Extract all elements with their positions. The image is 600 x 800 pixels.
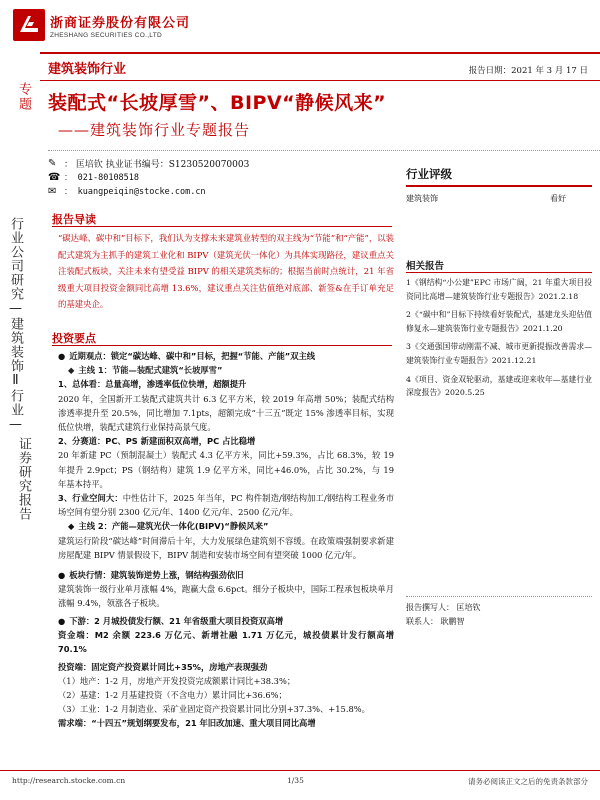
s1-text: 2020 年，全国新开工装配式建筑共计 6.3 亿平方米，较 2019 年高增 50%；装配式结构渗透率提升至 20.5%，同比增加 7.1pts，超额完成“十三五”既定 15% 渗透率目标，实现低位快增，装配式建筑行业保持高景气度。 bbox=[58, 393, 394, 433]
company-name-en: ZHESHANG SECURITIES CO.,LTD bbox=[50, 31, 162, 39]
contact-line: 联系人： 耿鹏智 bbox=[406, 617, 465, 626]
footer-url[interactable]: http://research.stocke.com.cn bbox=[12, 776, 126, 785]
s2-title: 2、分赛道：PC、PS 新建面积双高增，PC 占比稳增 bbox=[58, 436, 256, 447]
related-heading: 相关报告 bbox=[406, 261, 445, 272]
point-2-text: 建筑装饰一级行业单月涨幅 4%，跑赢大盘 6.6pct。细分子板块中，国际工程承包板块单月涨幅 9.4%，领涨各子板块。 bbox=[58, 584, 394, 609]
main-line-2-text: 建筑运行阶段“碳达峰”时间滞后十年，大力发展绿色建筑刻不容缓。在政策端强制要求新建房屋配建 BIPV 情景假设下，BIPV 制造和安装市场空间有望突破 1000 亿元/年。 bbox=[58, 535, 394, 560]
guide-text: “碳达峰、碳中和”目标下，我们认为支撑未来建筑业转型的双主线为“节能”和“产能”，以装配式建筑为主抓手的建筑工业化和 BIPV（建筑光伏一体化）为具体实现路径，建议重点关注装配式板块，关注未来有望受益 BIPV 的相关建筑类标的；根据当前时点统计，21 年省级重大项目投资金额同比高增 13.6%，建议重点关注估值绝对底部、新签&在手订单充足的基建央企。 bbox=[58, 233, 394, 309]
header-rule bbox=[40, 52, 600, 54]
point-3-investment: 投资端：固定资产投资累计同比+35%，房地产表现强劲 bbox=[58, 661, 268, 672]
point-2 bbox=[58, 568, 394, 611]
phone-icon: ☎ bbox=[48, 171, 61, 183]
guide-rule bbox=[52, 226, 392, 227]
related-item[interactable]: 1《钢结构“小公建”EPC 市场广阔，21 年重大项目投资同比高增—建筑装饰行业专题报告》2021.2.18 bbox=[406, 278, 592, 301]
related-rule bbox=[406, 272, 592, 273]
company-name-cn: 浙商证券股份有限公司 bbox=[50, 15, 191, 31]
point-1 bbox=[58, 349, 394, 562]
rating-box bbox=[406, 160, 592, 204]
sidebar-category: 行业公司研究—建筑装饰Ⅱ行业— bbox=[8, 217, 23, 433]
main-line-1: 主线 1：节能—装配式建筑“长坡厚雪” bbox=[78, 365, 223, 376]
authors-block bbox=[406, 601, 592, 629]
author-divider bbox=[406, 596, 592, 597]
page-subtitle: ——建筑装饰行业专题报告 bbox=[58, 121, 251, 139]
footer-disclaimer: 请务必阅读正文之后的免责条款部分 bbox=[468, 777, 588, 786]
point-3-demand: 需求端：“十四五”规划纲要发布，21 年旧改加速、重大项目同比高增 bbox=[58, 718, 316, 729]
email-icon: ✉ bbox=[48, 185, 57, 197]
rating-rule bbox=[406, 185, 592, 187]
related-list bbox=[406, 276, 592, 405]
divider bbox=[48, 150, 600, 151]
page-title: 装配式“长坡厚雪”、BIPV“静候风来” bbox=[48, 92, 387, 114]
point-3-realestate: （1）地产：1-2 月，房地产开发投资完成额累计同比+38.3%； bbox=[58, 675, 296, 686]
report-date: 报告日期：2021 年 3 月 17 日 bbox=[468, 66, 588, 76]
diamond-icon: ◆ bbox=[68, 521, 75, 532]
point-3-infra: （2）基建：1-2 月基建投资（不含电力）累计同比+36.6%； bbox=[58, 690, 287, 701]
guide-heading: 报告导读 bbox=[52, 213, 96, 226]
user-icon: ✎ bbox=[48, 157, 57, 169]
s1-title: 1、总体看：总量高增，渗透率低位快增，超额提升 bbox=[58, 379, 247, 390]
related-item[interactable]: 3《交通强国带动刚需不减、城市更新提振改善需求—建筑装饰行业专题报告》2021.12.21 bbox=[406, 342, 592, 365]
rating-heading: 行业评级 bbox=[406, 167, 452, 181]
bullet-icon: ● bbox=[58, 570, 66, 580]
analyst-email[interactable]: ： kuangpeiqin@stocke.com.cn bbox=[64, 187, 206, 197]
analyst-name: ： 匡培钦 执业证书编号：S1230520070003 bbox=[64, 159, 250, 170]
left-sidebar bbox=[0, 52, 40, 782]
main-line-2: 主线 2：产能—建筑光伏一体化(BIPV)“静候风来” bbox=[78, 521, 269, 532]
rating-sector: 建筑装饰 bbox=[406, 194, 438, 203]
footer-rule bbox=[0, 770, 600, 771]
s3-text: 中性估计下，2025 年当年，PC 构件制造/钢结构加工/钢结构工程业务市场空间有望分别 2300 亿元/年、1400 亿元/年、2500 亿元/年。 bbox=[58, 493, 394, 518]
s3-title: 3、行业空间大： bbox=[58, 493, 123, 504]
point-3-title: 下游：2 月城投债发行额、21 年省级重大项目投资双高增 bbox=[69, 616, 284, 626]
points-rule bbox=[52, 345, 392, 346]
point-3-industry: （3）工业：1-2 月制造业、采矿业固定资产投资累计同比分别+37.3%、+15.8%。 bbox=[58, 704, 370, 715]
related-item[interactable]: 4《项目、资金双轮驱动，基建或迎来收年—基建行业深度报告》2020.5.25 bbox=[406, 374, 592, 398]
s2-text: 20 年新建 PC（预制混凝土）装配式 4.3 亿平方米，同比+59.3%，占比 68.3%，较 19 年提升 2.9pct；PS（钢结构）建筑 1.9 亿平方米，同比+46.0%，占比 30.2%，与 19 年基本持平。 bbox=[58, 450, 394, 489]
point-2-title: 板块行情：建筑装饰逆势上涨，钢结构强劲依旧 bbox=[69, 570, 244, 580]
bullet-icon: ● bbox=[58, 616, 66, 626]
bullet-icon: ● bbox=[58, 351, 66, 361]
sidebar-type: 专题 bbox=[16, 82, 31, 112]
logo-icon bbox=[12, 8, 46, 42]
point-1-title: 近期观点：锁定“碳达峰、碳中和”目标，把握“节能、产能”双主线 bbox=[69, 351, 316, 361]
related-item[interactable]: 2《“碳中和”目标下持续看好装配式，基建龙头迎估值修复永—建筑装饰行业专题报告》2021.1.20 bbox=[406, 310, 592, 333]
page-number: 1/35 bbox=[287, 776, 304, 785]
point-3-funding: 资金端：M2 余额 223.6 万亿元、新增社融 1.71 万亿元，城投债累计发行额高增 70.1% bbox=[58, 630, 394, 655]
sector-title: 建筑装饰行业 bbox=[48, 62, 127, 77]
points-heading: 投资要点 bbox=[52, 332, 96, 345]
sidebar-report-kind: 证券研究报告 bbox=[16, 437, 31, 521]
company-logo bbox=[12, 8, 190, 42]
header-rule-2 bbox=[40, 80, 600, 81]
analyst-block bbox=[48, 156, 398, 198]
rating-value: 看好 bbox=[550, 194, 566, 203]
point-3 bbox=[58, 614, 394, 731]
diamond-icon: ◆ bbox=[68, 365, 75, 376]
analyst-phone: ： 021-80108518 bbox=[64, 173, 140, 183]
author-line: 报告撰写人： 匡培钦 bbox=[406, 603, 481, 612]
